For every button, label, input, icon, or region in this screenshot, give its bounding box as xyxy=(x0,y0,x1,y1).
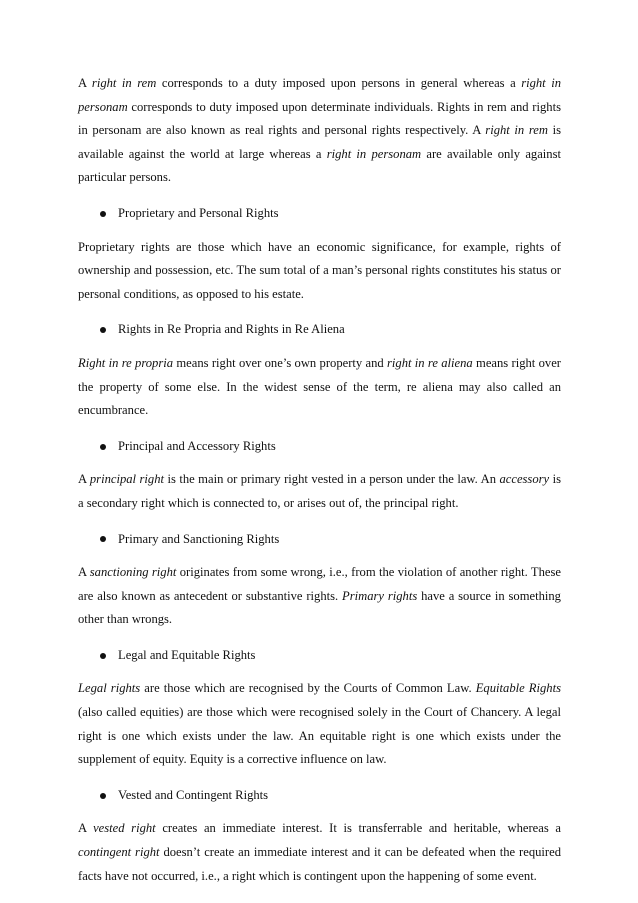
italic-term: accessory xyxy=(499,472,550,487)
italic-term: vested right xyxy=(93,821,156,836)
text-run: is available against the world at large whereas a xyxy=(78,123,561,161)
bullet-icon xyxy=(100,653,106,659)
italic-term: principal right xyxy=(89,472,165,487)
text-run: have a source in something other than wrongs. xyxy=(78,588,561,627)
text-run: A xyxy=(78,472,90,487)
italic-term: Legal rights xyxy=(78,681,141,696)
section-heading-text: Legal and Equitable Rights xyxy=(118,647,256,662)
section-heading xyxy=(100,784,561,808)
bullet-icon xyxy=(100,536,106,542)
text-run: corresponds to a duty imposed upon persons in general whereas a xyxy=(156,76,522,90)
section-heading-text: Proprietary and Personal Rights xyxy=(118,205,279,220)
section-body xyxy=(78,236,561,307)
bullet-icon xyxy=(100,211,106,217)
text-run: Proprietary rights are those which have an economic significance, for example, rights of ownership and possession, etc. The sum total of a man’s personal rights constitutes his status or personal conditions, as opposed to his estate. xyxy=(78,239,561,301)
section-body xyxy=(78,677,561,771)
section-heading xyxy=(100,644,561,668)
section-heading-text: Primary and Sanctioning Rights xyxy=(118,531,280,546)
italic-term: contingent right xyxy=(78,845,160,860)
text-run: A xyxy=(78,821,94,836)
italic-term: Equitable Rights xyxy=(475,681,561,696)
bullet-icon xyxy=(100,327,106,333)
italic-term: right in rem xyxy=(91,76,157,90)
intro-paragraph xyxy=(78,72,561,190)
bullet-icon xyxy=(100,444,106,450)
section-primary-sanctioning xyxy=(78,528,561,632)
section-body xyxy=(78,561,561,632)
italic-term: right in rem xyxy=(485,123,548,138)
italic-term: Right in re propria xyxy=(78,355,174,370)
section-re-propria-re-aliena xyxy=(78,318,561,422)
section-heading-text: Rights in Re Propria and Rights in Re Aliena xyxy=(118,322,345,337)
italic-term: sanctioning right xyxy=(89,565,177,580)
document-page xyxy=(78,72,561,888)
text-run: creates an immediate interest. It is transferrable and heritable, whereas a xyxy=(155,821,562,836)
text-run: means right over the property of some else. In the widest sense of the term, re aliena may also called an encumbrance. xyxy=(78,355,561,418)
text-run: are available only against particular persons. xyxy=(78,146,562,185)
text-run: means right over one’s own property and xyxy=(173,355,387,370)
bullet-icon xyxy=(100,793,106,799)
section-proprietary-personal xyxy=(78,202,561,306)
text-run: is a secondary right which is connected to, or arises out of, the principal right. xyxy=(78,472,561,510)
section-heading xyxy=(100,528,561,552)
italic-term: Primary rights xyxy=(342,588,418,603)
text-run: A xyxy=(78,76,92,90)
section-vested-contingent xyxy=(78,784,561,888)
section-heading-text: Principal and Accessory Rights xyxy=(118,438,276,453)
section-legal-equitable xyxy=(78,644,561,772)
section-heading xyxy=(100,318,561,342)
italic-term: right in personam xyxy=(78,76,561,114)
text-run: is the main or primary right vested in a person under the law. An xyxy=(164,472,500,487)
section-principal-accessory xyxy=(78,435,561,516)
text-run: doesn’t create an immediate interest and it can be defeated when the required facts have not occurred, i.e., a right which is contingent upon the happening of some event. xyxy=(78,845,562,883)
text-run: A xyxy=(78,565,90,580)
text-run: are those which are recognised by the Courts of Common Law. xyxy=(140,681,476,696)
section-body xyxy=(78,352,561,423)
italic-term: right in personam xyxy=(326,146,422,161)
text-run: originates from some wrong, i.e., from the violation of another right. These are also known as antecedent or substantive rights. xyxy=(78,565,561,603)
text-run: corresponds to duty imposed upon determinate individuals. Rights in rem and rights in personam are also known as real rights and personal rights respectively. A xyxy=(78,99,561,138)
italic-term: right in re aliena xyxy=(387,355,473,370)
section-body xyxy=(78,817,561,888)
section-heading xyxy=(100,435,561,459)
section-heading-text: Vested and Contingent Rights xyxy=(118,787,269,802)
section-body xyxy=(78,468,561,515)
section-heading xyxy=(100,202,561,226)
text-run: (also called equities) are those which were recognised solely in the Court of Chancery. A legal right is one which exists under the law. An equitable right is one which exists under the supplement of equity. Equity is a corrective influence on law. xyxy=(78,705,561,767)
